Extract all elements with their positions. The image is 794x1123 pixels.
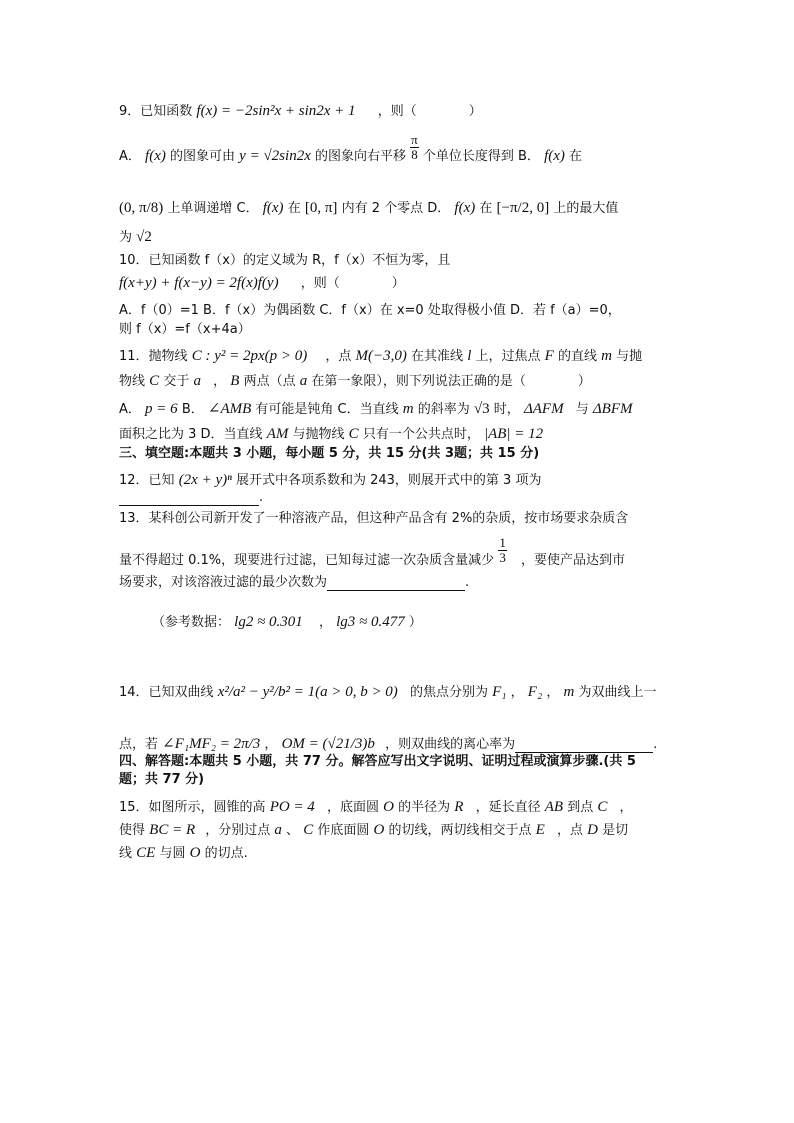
q15-diameter-ab: AB [544,799,564,815]
q9-function-formula: f(x) = −2sin²x + sin2x + 1 [196,103,356,119]
question-13-line3 [119,575,469,591]
q15-text4: ，延长直径 [475,800,541,815]
q14-focus-f1: F₁ [492,684,507,700]
question-11-line3 [119,401,632,418]
q14-text5: ，则双曲线的离心率为 [385,737,516,752]
q11-option-b-angle: ∠AMB [207,401,252,417]
q11-point-b: B [230,373,240,389]
q11-text: 11．抛物线 [119,349,188,364]
q10-option-d-cont: 则 f（x）=f（x+4a） [119,322,251,337]
q11-line-am: AM [266,426,289,442]
q14-text4: 点，若 [119,737,159,752]
q11-text4: 上，过焦点 [475,349,541,364]
q13-text4: 场要求，对该溶液过滤的最少次数为 [119,575,328,590]
question-12-answer-line [119,490,263,506]
q13-fraction [498,536,507,565]
q11-directrix-l: l [467,348,472,364]
q9-option-a-label: A． [119,149,141,164]
question-11-line2 [119,373,591,390]
q9-option-b-fx: f(x) [544,148,565,164]
q9-option-d-fx: f(x) [454,200,476,216]
q11-point-m: M(−3,0) [355,348,407,364]
question-10-stem [119,253,450,269]
q15-text9: 作底面圆 [317,823,370,838]
question-9-options-line1 [119,132,583,165]
q13-period: . [465,575,470,590]
q11-text10: 两点（点 [243,374,296,389]
q12-text2: 展开式中各项系数和为 243，则展开式中的第 3 项为 [235,473,542,488]
q13-answer-blank[interactable] [327,576,465,591]
q11-line-m: m [601,348,612,364]
question-10-formula-line [119,275,405,292]
q14-angle-condition: ∠F₁MF₂ = 2π/3 [162,736,261,752]
q10-text: 10．已知函数 f（x）的定义域为 R，f（x）不恒为零，且 [119,253,451,268]
q9-option-b-text: 在 [569,149,583,164]
question-9-options-line2 [119,200,618,217]
q13-lg2: lg2 ≈ 0.301 [234,614,303,630]
q10-functional-equation: f(x+y) + f(x−y) = 2f(x)f(y) [119,275,279,291]
q11-option-b-label: B． [181,402,204,417]
frac-numerator: π [411,132,418,147]
q10-text-end: ，则（ ） [300,276,405,291]
q15-text15: 的切点. [204,846,248,861]
q11-option-c-slope: √3 [473,401,490,417]
q11-text3: 在其准线 [411,349,464,364]
q13-ref-suffix: ） [408,615,422,630]
question-11-line1 [119,348,642,365]
q11-triangle-bfm: ΔBFM [592,401,633,417]
q15-circle-o2: O [373,822,385,838]
q11-text6: 与抛 [616,349,643,364]
q13-ref-prefix: （参考数据： [152,615,231,630]
q15-point-d: D [587,822,598,838]
question-13-line1 [119,511,628,527]
q15-bc-condition: BC = R [149,822,196,838]
q11-text5: 的直线 [557,349,597,364]
frac-denominator: 8 [411,147,418,162]
question-14-line1 [119,684,656,701]
q14-text2: 的焦点分别为 [409,685,488,700]
q9-option-a-text2: 的图象向右平移 [315,149,407,164]
q13-text2: 量不得超过 0.1%，现要进行过滤，已知每过滤一次杂质含量减少 [119,553,495,568]
q9-option-d-text: 在 [479,201,493,216]
q15-text3: 的半径为 [398,800,451,815]
q15-text14: 与圆 [159,846,186,861]
q11-focus-f: F [544,348,554,364]
question-13-reference-data [152,614,422,631]
q11-option-a-label: A． [119,402,141,417]
q15-text13: 线 [119,846,133,861]
question-15-line1 [119,799,633,816]
q13-lg3: lg3 ≈ 0.477 [336,614,405,630]
q15-text: 15．如图所示，圆锥的高 [119,800,266,815]
q9-option-c-fx: f(x) [262,200,284,216]
q15-text12: 是切 [602,823,629,838]
question-15-line3 [119,845,248,862]
q15-text11: ，点 [556,823,583,838]
q13-text: 13．某科创公司新开发了一种溶液产品，但这种产品含有 2%的杂质，按市场要求杂质含 [119,511,629,526]
q13-text3: ，要使产品达到市 [520,553,625,568]
q9-option-b-text2: 上单调递增 C． [167,201,259,216]
question-9-stem [119,103,482,120]
q11-option-d-length: |AB| = 12 [483,426,544,442]
q9-option-d-value: √2 [136,229,152,245]
section-3-heading [119,446,539,462]
q11-point-a: a [193,373,201,389]
q14-hyperbola-formula: x²/a² − y²/b² = 1(a > 0, b > 0) [217,684,398,700]
q11-triangle-afm: ΔAFM [523,401,564,417]
q9-option-c-text2: 内有 2 个零点 D． [341,201,451,216]
question-10-options-line2 [119,322,251,338]
question-11-line4 [119,426,543,443]
section-4-heading-line2 [119,772,204,788]
q9-option-c-interval: [0, π] [304,200,338,216]
q12-binomial: (2x + y)ⁿ [178,472,232,488]
q14-period: . [653,737,658,752]
q11-option-c-text2: 时， [493,402,520,417]
q12-text: 12．已知 [119,473,175,488]
question-10-options-line1 [119,303,621,319]
q11-option-c-text3: 与 [575,402,589,417]
q15-point-a: a [274,822,282,838]
q9-option-b-interval: (0, π/8) [119,200,164,216]
q9-option-d-interval: [−π/2, 0] [496,200,550,216]
q9-text-end: ，则（ ） [377,104,482,119]
section-4-text: 四、解答题:本题共 5 小题，共 77 分。解答应写出文字说明、证明过程或演算步骤.(共 5 [119,754,636,769]
q9-option-a-text3: 个单位长度得到 B． [422,149,540,164]
q15-text8: 、 [286,823,300,838]
q11-text8: 交于 [163,374,190,389]
frac-denominator: 3 [499,550,506,565]
q15-height-po: PO = 4 [269,799,315,815]
section-3-text: 三、填空题:本题共 3 小题，每小题 5 分，共 15 分(共 3题；共 15 分) [119,446,540,461]
q9-option-a-text: 的图象可由 [170,149,236,164]
q11-option-b-text: 有可能是钝角 C．当直线 [255,402,399,417]
q15-point-c: C [597,799,608,815]
q11-option-d-text: 与抛物线 [292,427,345,442]
q14-om-condition: OM = (√21/3)b [281,736,375,752]
q13-ref-comma: ， [318,615,332,630]
q9-option-a-fraction [410,133,419,162]
q14-text: 14．已知双曲线 [119,685,214,700]
question-14-line2 [119,736,657,753]
q15-point-c2: C [303,822,314,838]
q11-curve-c: C [149,373,160,389]
q11-option-d-text2: 只有一个公共点时， [362,427,480,442]
q9-option-a-fx: f(x) [145,148,166,164]
q15-text2: ，底面圆 [326,800,379,815]
q12-period: . [259,490,264,505]
q14-text3: 为双曲线上一 [578,685,657,700]
question-15-line2 [119,822,628,839]
q15-text7: ，分别过点 [205,823,271,838]
q14-focus-f2: F₂ [527,684,543,700]
q11-parabola-formula: C : y² = 2px(p > 0) [191,348,308,364]
q9-option-d-text3: 为 [119,230,133,245]
q9-option-a-formula: y = √2sin2x [239,148,311,164]
q11-text9: ， [213,374,227,389]
q11-text7: 物线 [119,374,146,389]
q14-comma3: ， [264,737,278,752]
q11-line-m2: m [402,401,414,417]
q9-option-d-text2: 上的最大值 [553,201,619,216]
q14-comma1: ， [510,685,524,700]
q12-answer-blank[interactable] [119,491,259,506]
question-13-line2 [119,535,625,569]
q11-point-a2: a [299,373,308,389]
q15-circle-o: O [383,799,394,815]
q15-text10: 的切线，两切线相交于点 [388,823,532,838]
question-9-options-line3 [119,229,152,246]
q11-option-a-formula: p = 6 [145,401,178,417]
section-4-text2: 题；共 77 分) [119,772,205,787]
q11-text11: 在第一象限），则下列说法正确的是（ ） [311,374,591,389]
q15-point-e: E [535,822,545,838]
q9-option-c-text: 在 [287,201,301,216]
q14-point-m: m [563,684,575,700]
q11-text2: ，点 [325,349,352,364]
q15-line-ce: CE [136,845,156,861]
q15-text6: 使得 [119,823,146,838]
question-12-line1 [119,472,541,489]
q15-radius-r: R [454,799,464,815]
q11-curve-c2: C [348,426,359,442]
q10-options: A．f（0）=1 B．f（x）为偶函数 C．f（x）在 x=0 处取得极小值 D．若 f（a）=0， [119,303,621,318]
q15-circle-o3: O [189,845,201,861]
section-4-heading-line1 [119,754,636,770]
q15-comma: ， [619,800,633,815]
q11-option-c-text4: 面积之比为 3 D．当直线 [119,427,263,442]
q14-answer-blank[interactable] [515,738,653,753]
frac-numerator: 1 [499,535,506,550]
q14-comma2: ， [546,685,560,700]
q11-option-c-text: 的斜率为 [417,402,470,417]
q9-text: 9．已知函数 [119,104,193,119]
q15-text5: 到点 [567,800,594,815]
